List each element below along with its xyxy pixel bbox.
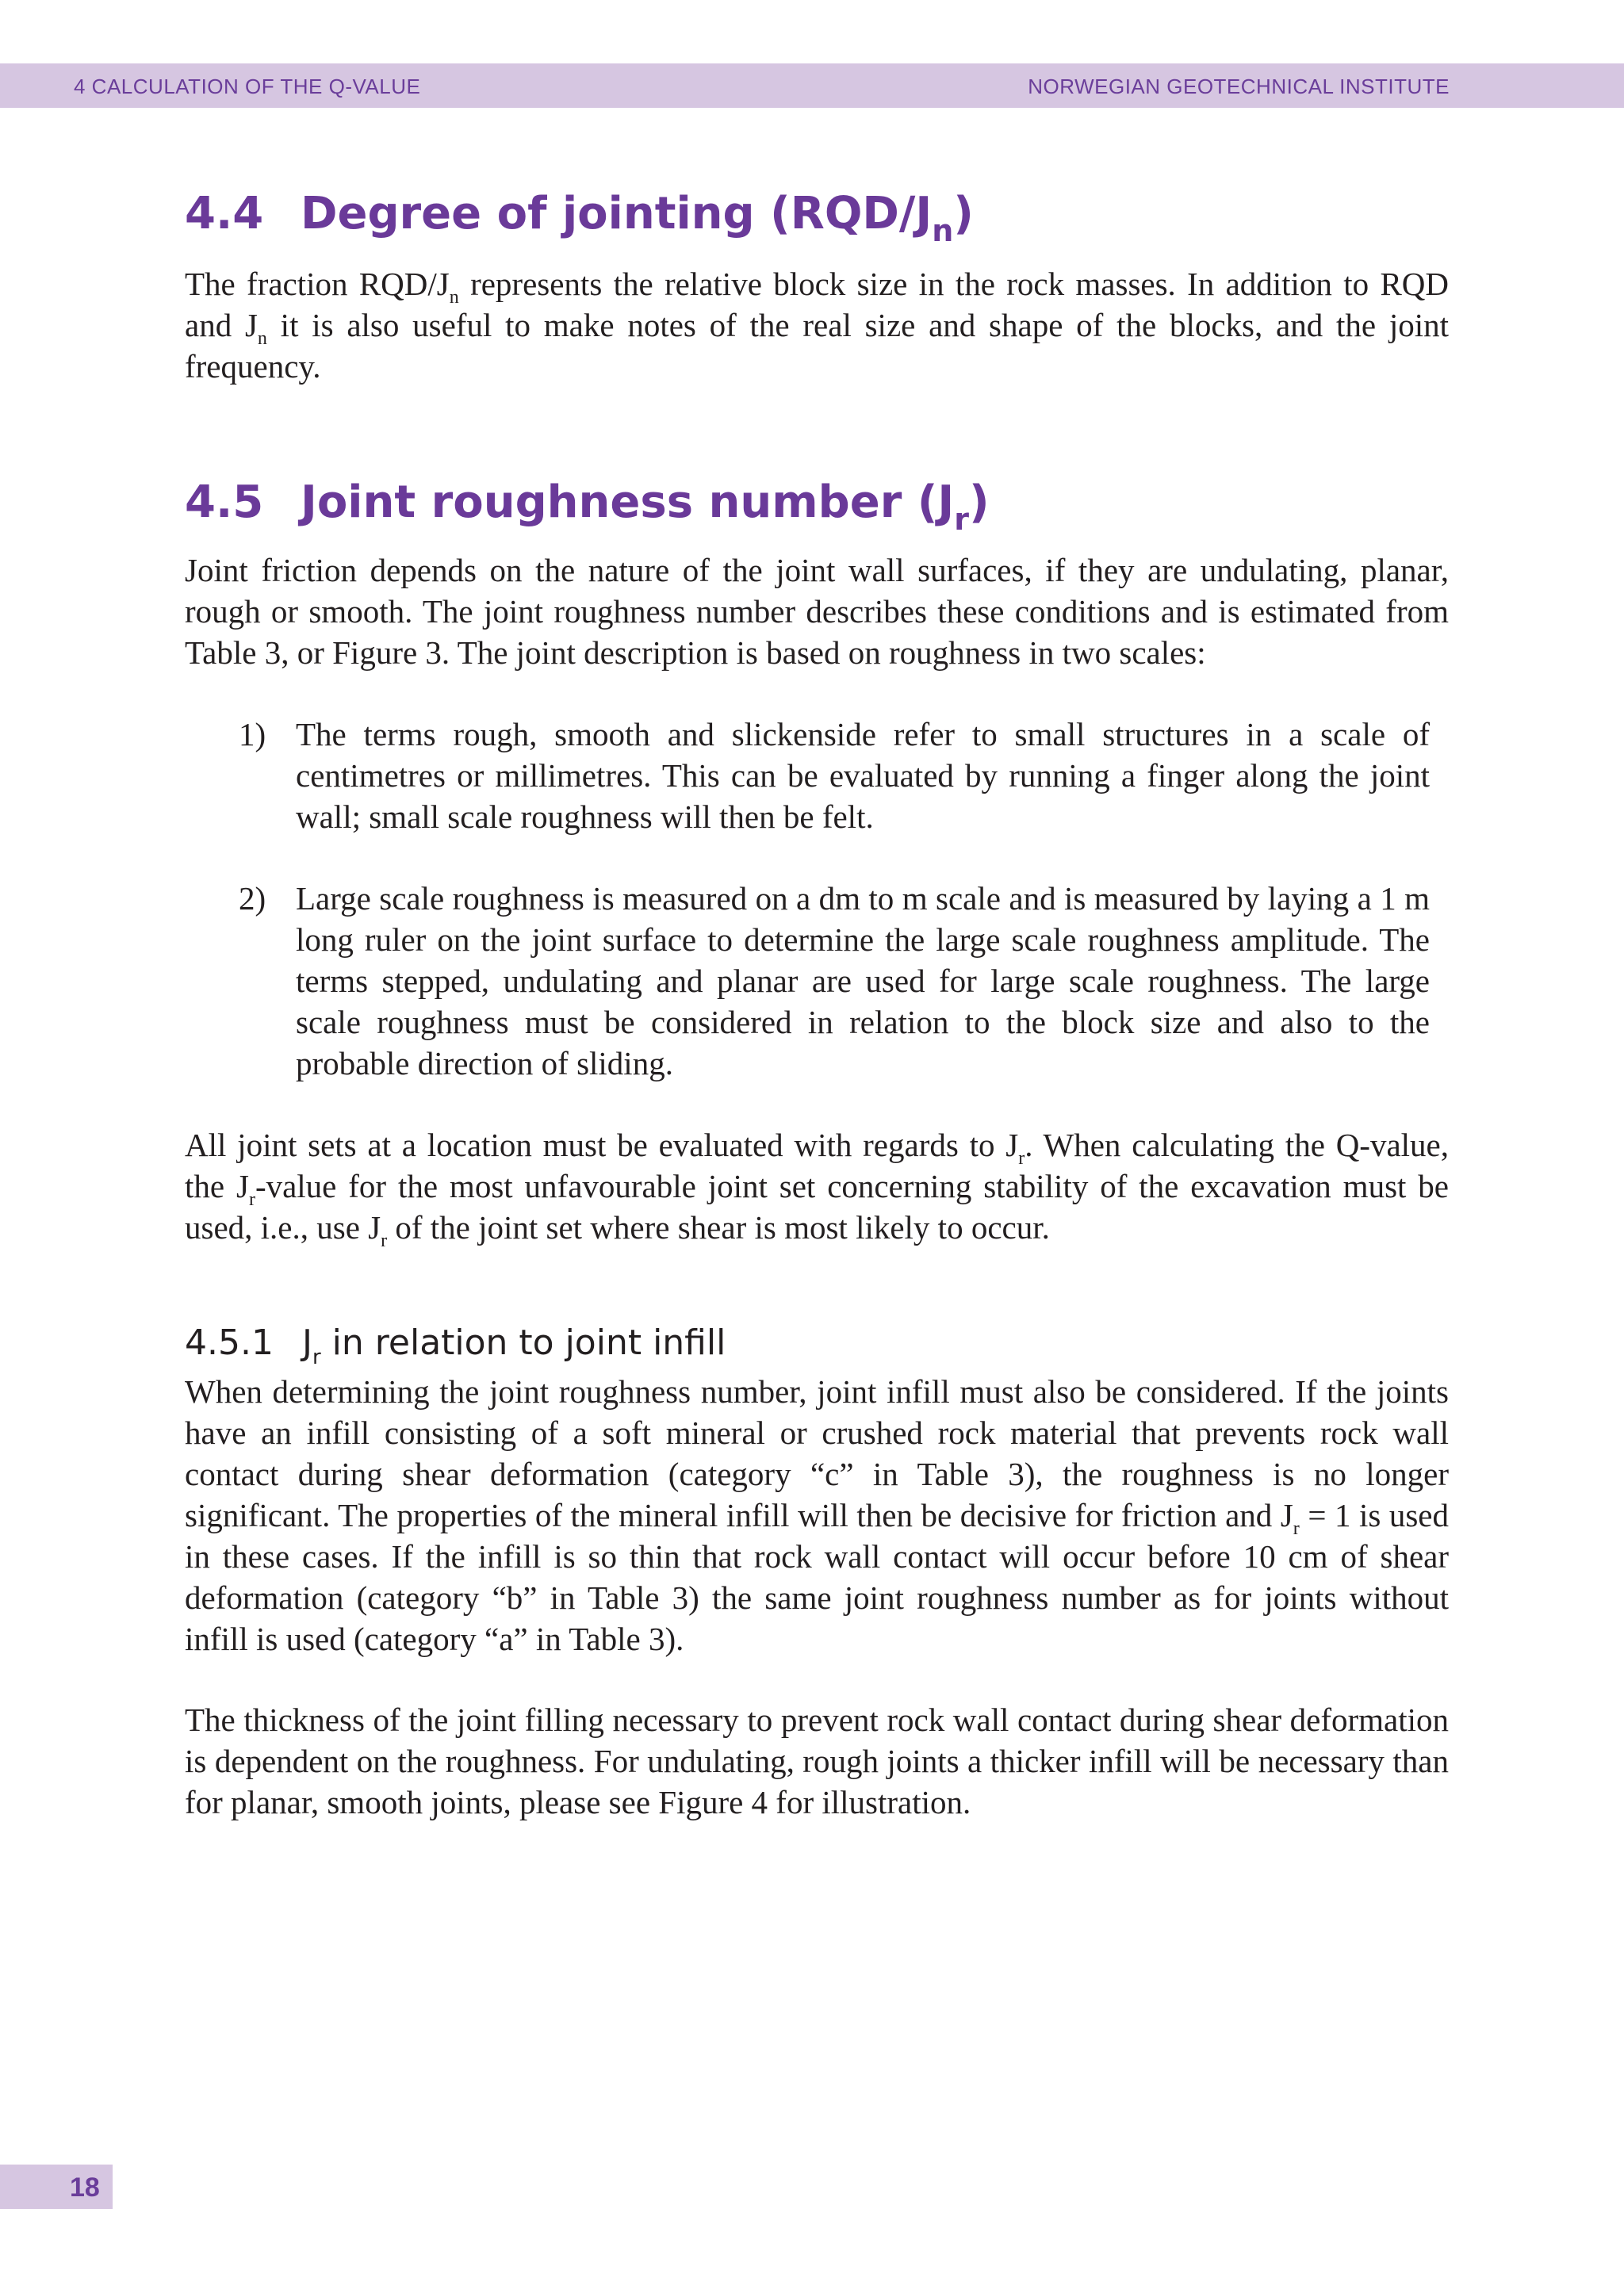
section-number: 4.4 (185, 188, 264, 239)
subsection-title-j: J (302, 1323, 312, 1363)
subscript: n (257, 328, 267, 349)
subscript: r (312, 1346, 321, 1369)
paragraph-filling-thickness: The thickness of the joint filling necessary to prevent rock wall contact during shear deformation is dependent on the roughness. For undulating, rough joints a thicker infill will be necessary than for planar, smooth joints, please see Figure 4 for illustration. (185, 1702, 1449, 1820)
list-marker: 1) (239, 716, 266, 752)
text-run: . When calculating the Q-value, the J (185, 1127, 1449, 1204)
section-title: Joint roughness number (J (301, 477, 955, 528)
text-run: of the joint set where shear is most likely to occur. (387, 1209, 1050, 1246)
text-run: All joint sets at a location must be evaluated with regards to J (185, 1127, 1019, 1163)
subscript: n (449, 287, 459, 308)
paragraph-joint-infill (185, 1371, 1449, 1659)
section-title-end: ) (969, 477, 990, 528)
subscript: r (954, 502, 969, 537)
subscript: r (248, 1189, 255, 1210)
list-item-text: Large scale roughness is measured on a dm to m scale and is measured by laying a 1 m long ruler on the joint surface to determine the large scale roughness amplitude. The terms stepped, undulating and planar are used for large scale roughness. The large scale roughness must be considered in relation to the block size and also to the probable direction of sliding. (296, 880, 1430, 1081)
list-item (239, 714, 1430, 837)
paragraph-block-size (185, 263, 1449, 387)
list-marker: 2) (239, 880, 266, 917)
subsection-heading-4-5-1 (185, 1323, 726, 1369)
subsection-title: in relation to joint infill (320, 1323, 726, 1363)
text-run: -value for the most unfavourable joint set concerning stability of the excavation must be used, i.e., use J (185, 1168, 1449, 1246)
page-number: 18 (70, 2172, 100, 2203)
subscript: r (1293, 1518, 1300, 1539)
subsection-number: 4.5.1 (185, 1323, 274, 1363)
list-item (239, 878, 1430, 1084)
section-number: 4.5 (185, 477, 264, 528)
text-run: = 1 is used in these cases. If the infill is so thin that rock wall contact will occur before 10 cm of shear deformation (category “b” in Table 3) the same joint roughness number as for joints without infill is used (category “a” in Table 3). (185, 1497, 1450, 1657)
subscript: n (932, 213, 954, 248)
section-title: Degree of jointing (RQD/J (301, 188, 933, 239)
paragraph-joint-sets (185, 1124, 1449, 1251)
section-title-end: ) (953, 188, 974, 239)
text-run: When determining the joint roughness number, joint infill must also be considered. If the joints have an infill consisting of a soft mineral or crushed rock material that prevents rock wall contact during shear deformation (category “c” in Table 3), the roughness is no longer significant. The properties of the mineral infill will then be decisive for friction and J (185, 1373, 1449, 1533)
section-heading-4-4 (185, 188, 974, 248)
subscript: r (381, 1231, 388, 1251)
list-item-text: The terms rough, smooth and slickenside refer to small structures in a scale of centimetres or millimetres. This can be evaluated by running a finger along the joint wall; small scale roughness will then be felt. (296, 716, 1430, 835)
paragraph-joint-friction: Joint friction depends on the nature of the joint wall surfaces, if they are undulating, planar, rough or smooth. The joint roughness number describes these conditions and is estimated from Table 3, or Figure 3. The joint description is based on roughness in two scales: (185, 552, 1449, 671)
text-run: represents the relative block size in the rock masses. In addition to RQD and J (185, 266, 1450, 343)
subscript: r (1018, 1148, 1025, 1169)
text-run: it is also useful to make notes of the real size and shape of the blocks, and the joint frequency. (185, 307, 1449, 385)
running-header-publisher: NORWEGIAN GEOTECHNICAL INSTITUTE (1028, 75, 1450, 98)
section-heading-4-5 (185, 477, 990, 537)
text-run: The fraction RQD/J (185, 266, 450, 302)
running-header-chapter: 4 CALCULATION OF THE Q-VALUE (74, 75, 421, 98)
